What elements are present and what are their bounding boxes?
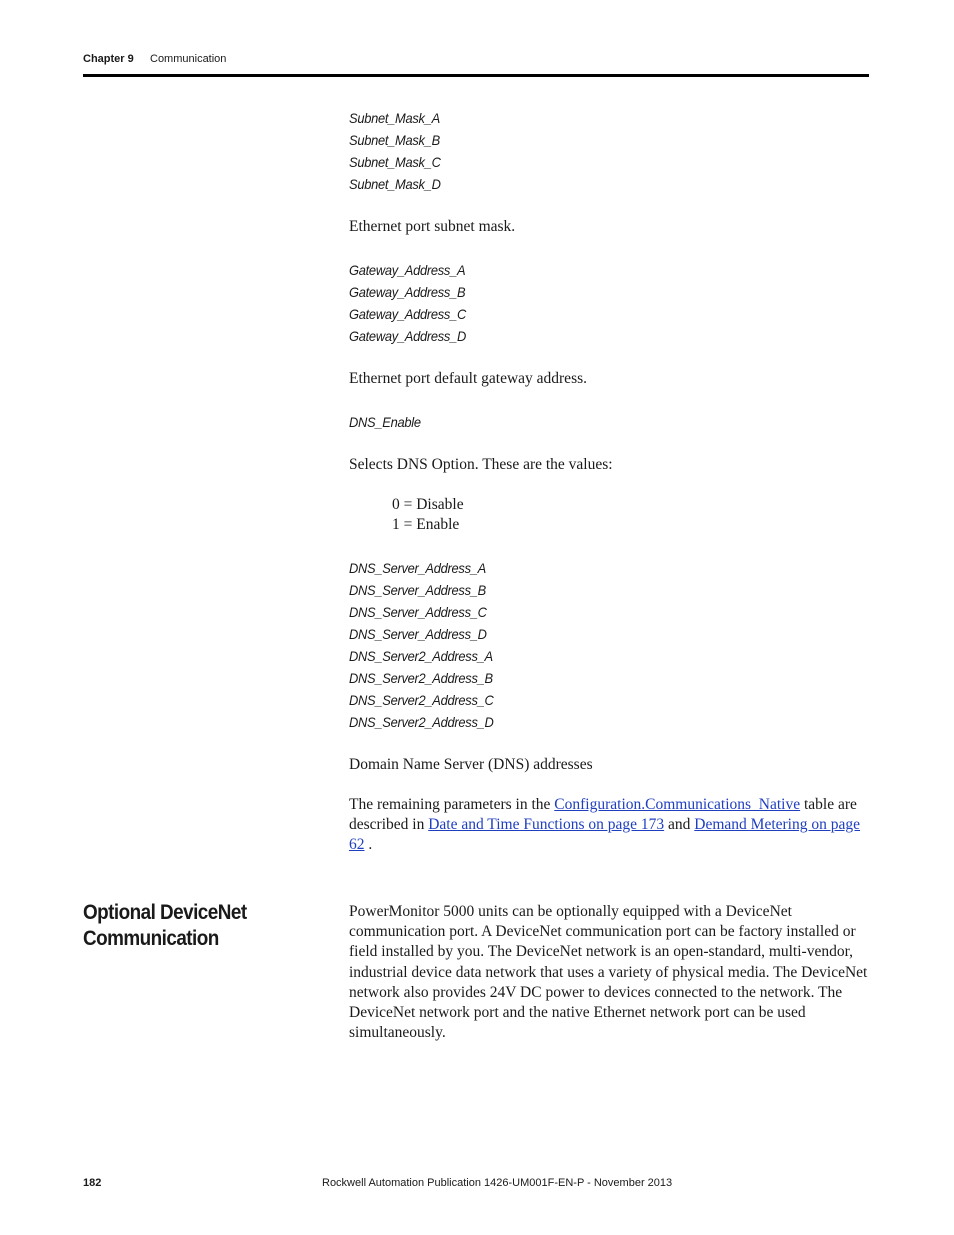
remaining-parameters-paragraph	[349, 795, 869, 855]
param-name: Subnet_Mask_B	[349, 132, 440, 148]
value-item: 0 = Disable	[392, 496, 464, 513]
page-number: 182	[83, 1177, 102, 1189]
publication-info: Rockwell Automation Publication 1426-UM001F-EN-P - November 2013	[322, 1177, 673, 1189]
dns-enable-values	[392, 495, 869, 535]
dns-servers-description: Domain Name Server (DNS) addresses	[349, 756, 593, 773]
param-name: Subnet_Mask_C	[349, 154, 441, 170]
param-name: Subnet_Mask_D	[349, 176, 441, 192]
param-name: DNS_Server_Address_D	[349, 626, 487, 642]
link-date-and-time-functions[interactable]: Date and Time Functions on page 173	[428, 816, 665, 833]
text-segment: The remaining parameters in the	[349, 796, 555, 813]
dns-server-params	[349, 557, 869, 733]
param-name: DNS_Server2_Address_D	[349, 714, 494, 730]
chapter-label: Chapter 9	[83, 53, 134, 65]
subnet-params	[349, 107, 869, 195]
param-name: DNS_Server_Address_B	[349, 582, 486, 598]
value-item: 1 = Enable	[392, 516, 460, 533]
section-heading-line: Optional DeviceNet	[83, 901, 247, 924]
param-name: Gateway_Address_B	[349, 284, 466, 300]
text-segment: .	[364, 836, 373, 853]
gateway-description: Ethernet port default gateway address.	[349, 370, 588, 387]
header-rule	[83, 74, 869, 77]
text-segment: and	[664, 816, 695, 833]
gateway-params	[349, 259, 869, 347]
param-name: DNS_Server2_Address_C	[349, 692, 494, 708]
param-name: DNS_Server_Address_C	[349, 604, 487, 620]
section-body: PowerMonitor 5000 units can be optionally equipped with a DeviceNet communication port. A DeviceNet communication port can be factory installed or field installed by you. The DeviceNet network is an open-standard, multi-vendor, industrial device data network that uses a variety of physical media. The DeviceNet network also provides 24V DC power to devices connected to the network. The DeviceNet network port and the native Ethernet network port can be used simultaneously.	[349, 903, 868, 1042]
section-heading	[83, 900, 290, 952]
section-heading-line: Communication	[83, 927, 219, 950]
dns-enable-description: Selects DNS Option. These are the values:	[349, 456, 613, 473]
param-name: DNS_Server_Address_A	[349, 560, 486, 576]
param-name: Subnet_Mask_A	[349, 110, 440, 126]
parameter-list	[349, 107, 869, 855]
link-demand-metering[interactable]: Demand Metering on page 62	[349, 816, 860, 853]
chapter-title: Communication	[150, 53, 227, 65]
running-header	[83, 53, 869, 69]
param-name: Gateway_Address_A	[349, 262, 466, 278]
param-name: Gateway_Address_D	[349, 328, 467, 344]
dns-enable-param: DNS_Enable	[349, 414, 421, 430]
param-name: Gateway_Address_C	[349, 306, 467, 322]
link-configuration-communications-native[interactable]: Configuration.Communications_Native	[554, 796, 801, 813]
param-name: DNS_Server2_Address_B	[349, 670, 493, 686]
text-segment: table are described in	[349, 796, 857, 833]
param-name: DNS_Server2_Address_A	[349, 648, 493, 664]
subnet-description: Ethernet port subnet mask.	[349, 218, 516, 235]
